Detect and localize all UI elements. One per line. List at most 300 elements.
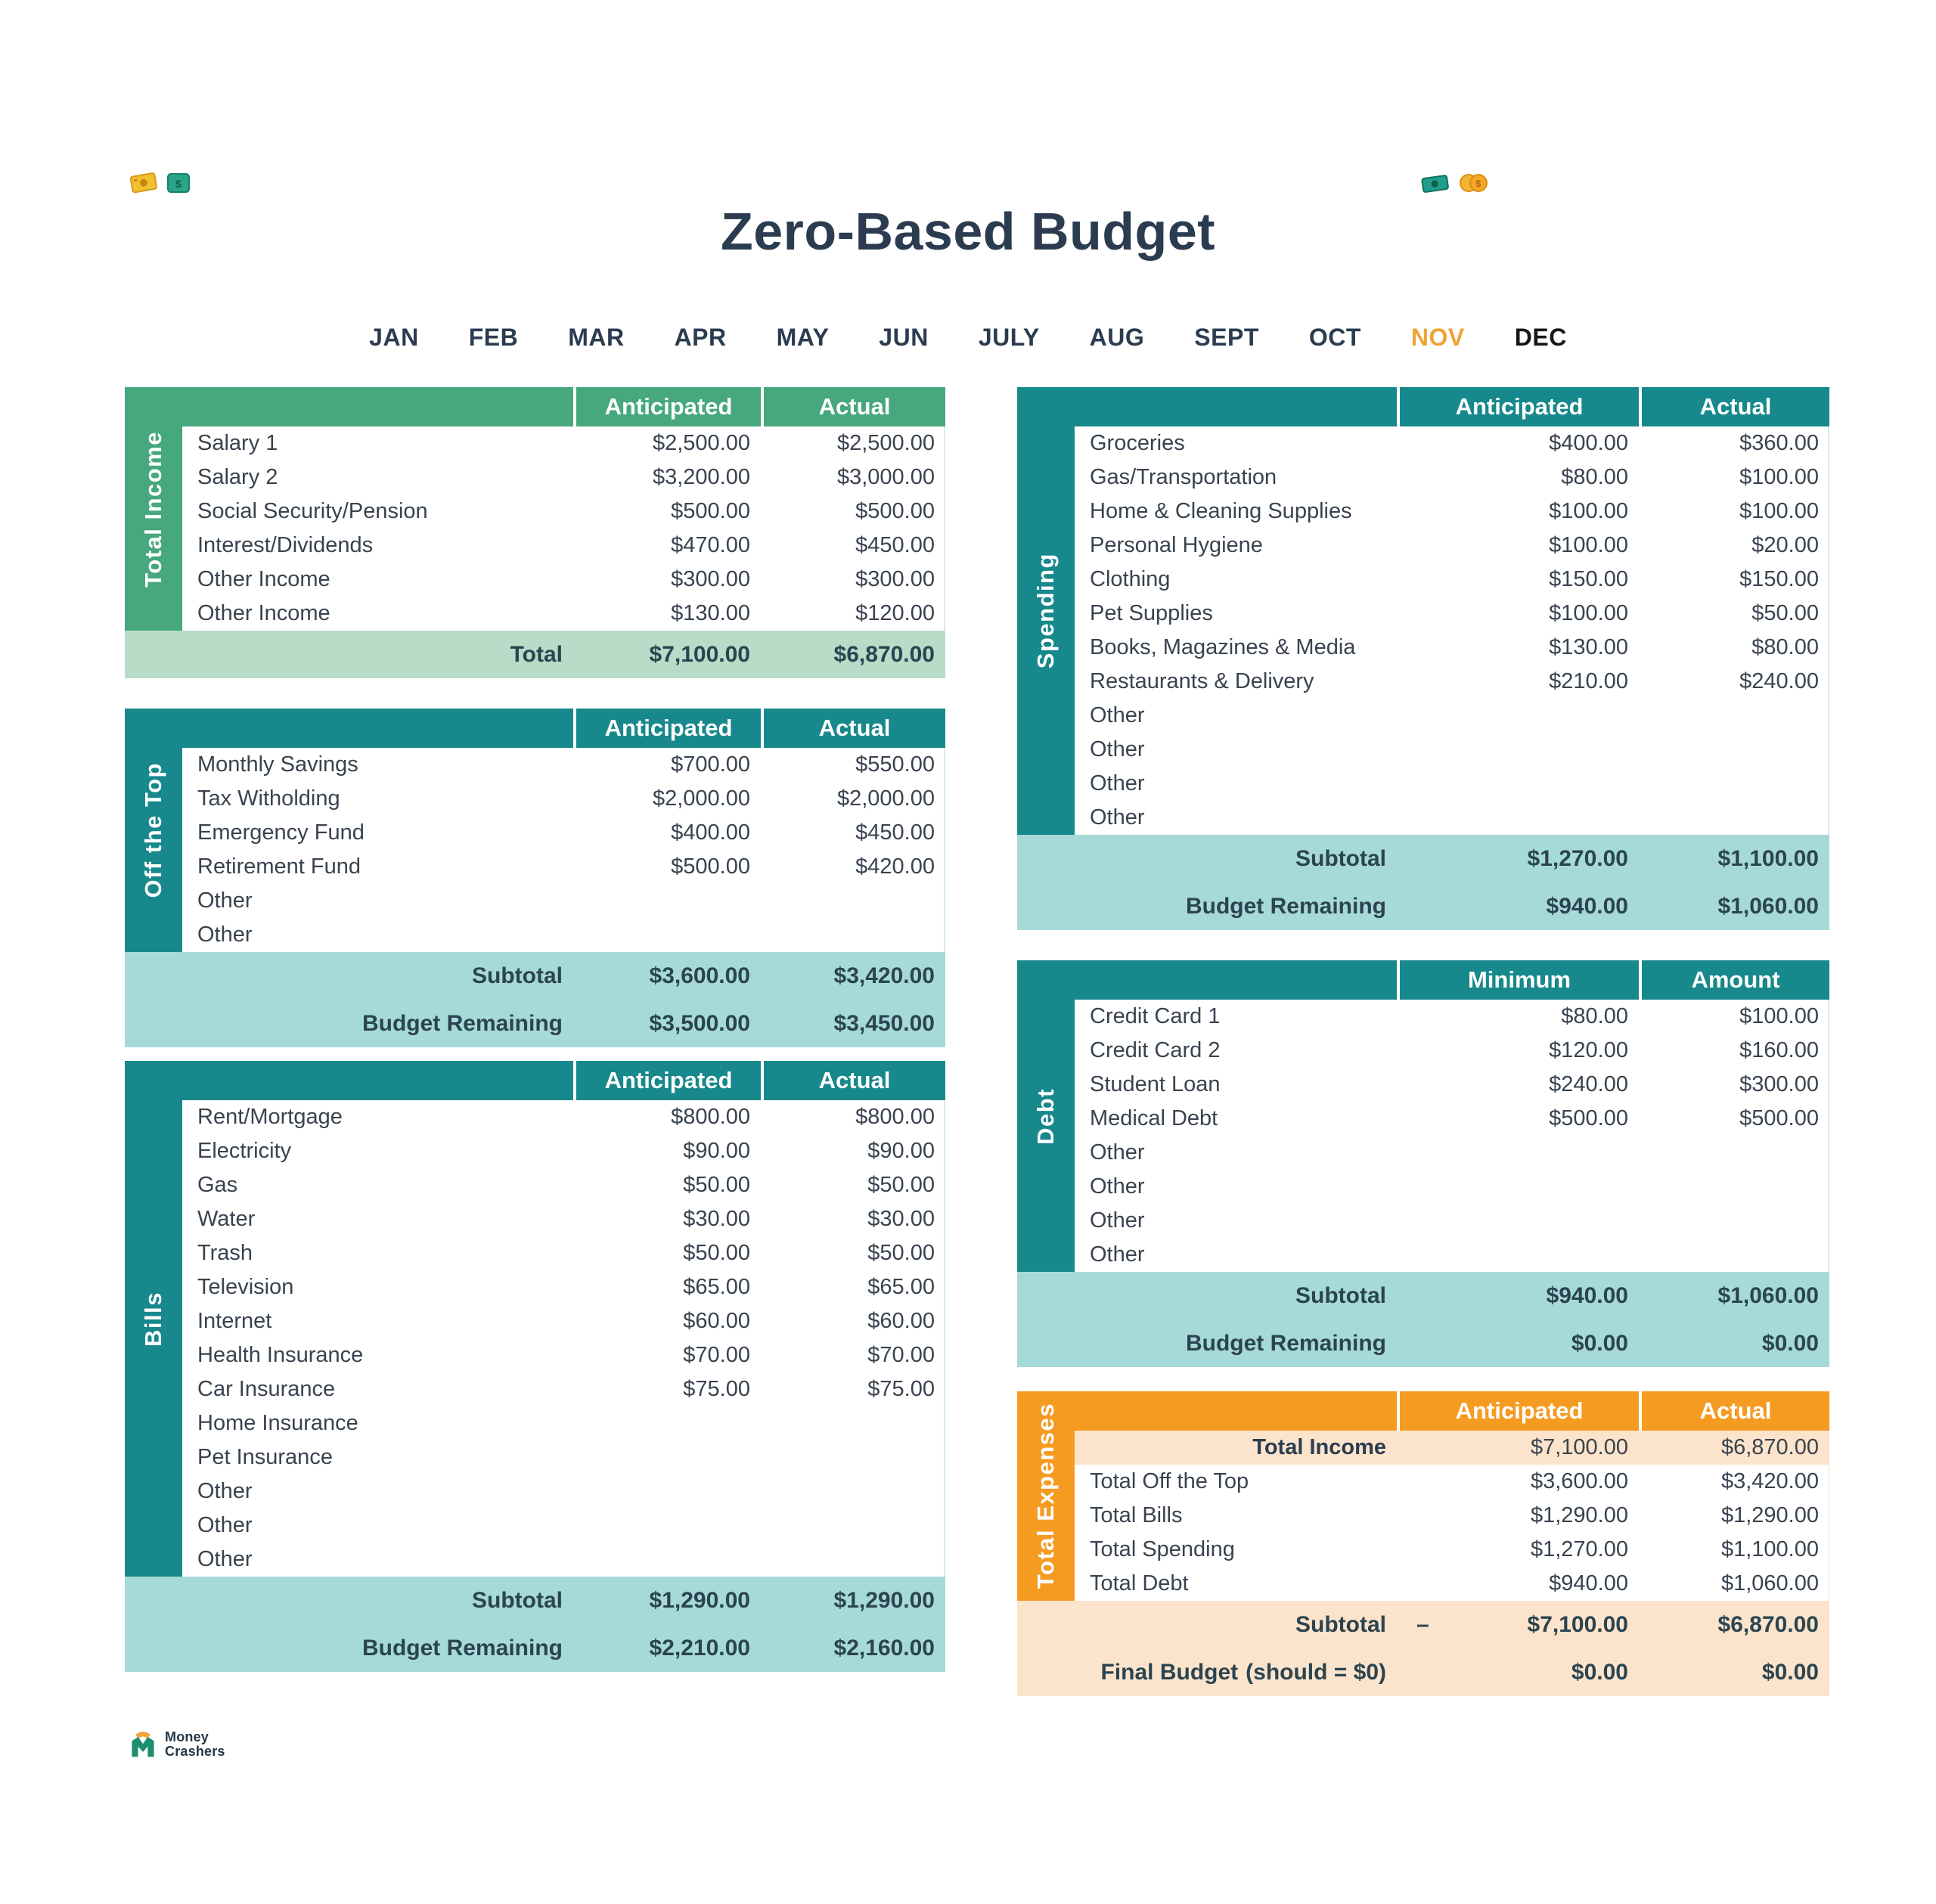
- row-label-cell[interactable]: Pet Supplies: [1090, 601, 1213, 625]
- table-header-row: [125, 387, 945, 426]
- col1-value-cell[interactable]: $2,000.00: [652, 786, 750, 811]
- table-row: [1017, 460, 1829, 495]
- col2-value-cell[interactable]: $1,100.00: [1720, 1537, 1819, 1561]
- col2-value-cell[interactable]: $2,000.00: [836, 786, 935, 811]
- col1-value-cell[interactable]: $50.00: [683, 1241, 750, 1265]
- row-label-cell[interactable]: Home & Cleaning Supplies: [1090, 499, 1352, 523]
- col1-value-cell[interactable]: $60.00: [683, 1309, 750, 1333]
- col2-value-cell[interactable]: [761, 1440, 945, 1475]
- row-label-cell[interactable]: Personal Hygiene: [1090, 533, 1263, 557]
- col1-value-cell[interactable]: $30.00: [683, 1207, 750, 1231]
- col1-value-cell[interactable]: $50.00: [683, 1173, 750, 1197]
- table-footer-row: [1017, 882, 1829, 930]
- col1-value-cell[interactable]: $300.00: [671, 567, 750, 591]
- footer-col1-value-cell[interactable]: [573, 1577, 761, 1624]
- col2-value-cell[interactable]: $500.00: [855, 499, 935, 523]
- footer-col1-value: $0.00: [1571, 1330, 1628, 1356]
- col2-value-cell[interactable]: $3,000.00: [836, 465, 935, 489]
- table-row: [125, 1202, 945, 1236]
- table-row: [1017, 1000, 1829, 1034]
- col2-value-cell[interactable]: [1639, 1238, 1829, 1272]
- row-label-cell[interactable]: Other: [1090, 805, 1145, 830]
- footer-col2-value-cell[interactable]: $1,060.00: [1717, 1282, 1819, 1308]
- col2-value-cell[interactable]: $500.00: [1739, 1106, 1819, 1130]
- col1-value-cell[interactable]: [1397, 733, 1639, 767]
- col2-value-cell[interactable]: $100.00: [1739, 465, 1819, 489]
- col2-value-cell[interactable]: $240.00: [1739, 669, 1819, 693]
- footer-col1-value-cell[interactable]: [1397, 1648, 1639, 1696]
- col2-value-cell[interactable]: [1639, 767, 1829, 801]
- table-row: [1017, 529, 1829, 563]
- footer-col1-value-cell[interactable]: [1397, 1319, 1639, 1367]
- row-label-cell[interactable]: Rent/Mortgage: [197, 1105, 343, 1129]
- table-footer-row: [125, 1000, 945, 1047]
- moneycrashers-m-icon: [127, 1729, 159, 1760]
- debt-table: [1017, 960, 1829, 1367]
- footer-col1-value: $0.00: [1571, 1659, 1628, 1685]
- col1-value-cell[interactable]: [573, 1406, 761, 1440]
- svg-text:$: $: [175, 178, 182, 190]
- table-row: [1017, 801, 1829, 835]
- col1-value-cell[interactable]: [1397, 1136, 1639, 1170]
- row-label-cell[interactable]: Internet: [197, 1309, 272, 1333]
- footer-label-cell: [1017, 882, 1397, 930]
- col2-value-cell[interactable]: $800.00: [855, 1105, 935, 1129]
- row-label-cell[interactable]: Other: [197, 923, 253, 947]
- col2-value-cell[interactable]: [1639, 801, 1829, 835]
- table-header-row: [125, 1061, 945, 1100]
- col2-value-cell[interactable]: $120.00: [855, 601, 935, 625]
- col2-value-cell[interactable]: $65.00: [867, 1275, 935, 1299]
- row-label-cell[interactable]: Gas/Transportation: [1090, 465, 1277, 489]
- footer-label-text: Subtotal: [472, 1587, 563, 1613]
- header-spacer: [125, 709, 573, 748]
- table-header-row: [1017, 1391, 1829, 1431]
- table-row: [1017, 631, 1829, 665]
- table-header-row: [1017, 960, 1829, 1000]
- decorative-money-icons-right: [1420, 171, 1490, 195]
- month-tab-dec[interactable]: DEC: [1514, 324, 1567, 351]
- column-header-anticipated: Anticipated: [1397, 387, 1639, 426]
- table-row: [125, 782, 945, 816]
- decorative-money-icons-left: [130, 171, 192, 195]
- footer-col1-value-cell[interactable]: [1397, 882, 1639, 930]
- row-label-cell[interactable]: Other: [1090, 771, 1145, 795]
- table-row: [125, 1134, 945, 1168]
- table-row: [125, 1372, 945, 1406]
- col1-value-cell[interactable]: $400.00: [1549, 431, 1628, 455]
- month-tab-jun[interactable]: JUN: [879, 324, 929, 351]
- footer-label-text: Subtotal: [472, 963, 563, 988]
- col1-value-cell[interactable]: [573, 1440, 761, 1475]
- table-row: [1017, 1170, 1829, 1204]
- row-label-cell[interactable]: Total Debt: [1090, 1571, 1189, 1595]
- footer-col2-value-cell[interactable]: $2,160.00: [833, 1635, 935, 1661]
- col1-value-cell[interactable]: $150.00: [1549, 567, 1628, 591]
- col1-value-cell[interactable]: $100.00: [1549, 601, 1628, 625]
- footer-label-cell: [1017, 1272, 1397, 1319]
- footer-col2-value-cell[interactable]: $1,060.00: [1717, 893, 1819, 919]
- col2-value-cell[interactable]: $450.00: [855, 533, 935, 557]
- col2-value-cell[interactable]: $550.00: [855, 752, 935, 777]
- row-label-cell[interactable]: Other: [197, 1513, 253, 1537]
- col2-value-cell[interactable]: [1639, 699, 1829, 733]
- footer-col2-value-cell[interactable]: $1,100.00: [1717, 845, 1819, 871]
- row-label-cell[interactable]: Total Off the Top: [1090, 1469, 1249, 1493]
- col1-value-cell[interactable]: $3,200.00: [652, 465, 750, 489]
- table-row: [1017, 1068, 1829, 1102]
- col1-value-cell[interactable]: $80.00: [1561, 465, 1628, 489]
- row-label-cell[interactable]: Other Income: [197, 567, 330, 591]
- col2-value-cell[interactable]: $360.00: [1739, 431, 1819, 455]
- section-side-label-text: Debt: [1032, 1087, 1059, 1145]
- row-label-cell[interactable]: Gas: [197, 1173, 238, 1197]
- table-row: [1017, 1567, 1829, 1601]
- table-footer-row: [1017, 1272, 1829, 1319]
- col1-value-cell[interactable]: $70.00: [683, 1343, 750, 1367]
- row-label-cell[interactable]: Interest/Dividends: [197, 533, 374, 557]
- column-header-anticipated: Anticipated: [573, 709, 761, 748]
- col1-value-cell[interactable]: $65.00: [683, 1275, 750, 1299]
- table-row: [1017, 1136, 1829, 1170]
- footer-label-text: Budget Remaining: [361, 1010, 563, 1036]
- table-footer-row: [125, 1624, 945, 1672]
- footer-col1-value: $3,600.00: [649, 963, 750, 988]
- col1-value-cell[interactable]: $800.00: [671, 1105, 750, 1129]
- col1-value-cell[interactable]: $130.00: [1549, 635, 1628, 659]
- row-label-cell[interactable]: Total Income: [1252, 1435, 1386, 1459]
- section-side-label: [1017, 1391, 1075, 1601]
- month-tab-oct[interactable]: OCT: [1308, 324, 1361, 351]
- row-label-cell[interactable]: Other: [1090, 737, 1145, 761]
- row-label-cell[interactable]: Other: [197, 1547, 253, 1571]
- row-label-cell[interactable]: Student Loan: [1090, 1072, 1221, 1096]
- footer-label-cell: [125, 1624, 573, 1672]
- col1-value-cell[interactable]: $470.00: [671, 533, 750, 557]
- month-tab-may[interactable]: MAY: [776, 324, 830, 351]
- col2-value-cell[interactable]: [761, 1509, 945, 1543]
- table-row: [1017, 597, 1829, 631]
- col1-value-cell[interactable]: $500.00: [671, 499, 750, 523]
- col2-value-cell[interactable]: $100.00: [1739, 499, 1819, 523]
- footer-label-text: Subtotal: [1295, 1282, 1386, 1308]
- table-row: [125, 597, 945, 631]
- table-row: [1017, 1431, 1829, 1465]
- coins-orange-icon: [1458, 171, 1490, 195]
- footer-col1-value-cell[interactable]: [573, 952, 761, 1000]
- month-tab-apr[interactable]: APR: [674, 324, 727, 351]
- row-label-cell[interactable]: Monthly Savings: [197, 752, 358, 777]
- row-label-cell[interactable]: Books, Magazines & Media: [1090, 635, 1356, 659]
- table-row: [1017, 563, 1829, 597]
- table-footer-row: [1017, 1601, 1829, 1648]
- month-tab-july[interactable]: JULY: [978, 324, 1040, 351]
- row-label-cell[interactable]: Electricity: [197, 1139, 292, 1163]
- row-label-cell[interactable]: Trash: [197, 1241, 253, 1265]
- col1-value-cell[interactable]: [573, 1475, 761, 1509]
- table-row: [125, 1338, 945, 1372]
- banknote-yellow-icon: [129, 169, 161, 197]
- col1-value-cell[interactable]: $7,100.00: [1530, 1435, 1628, 1459]
- col1-value-cell[interactable]: [1397, 699, 1639, 733]
- footer-col2-value-cell[interactable]: $1,290.00: [833, 1587, 935, 1613]
- table-row: [125, 426, 945, 460]
- row-label-cell[interactable]: Other: [197, 888, 253, 913]
- col1-value-cell[interactable]: $75.00: [683, 1377, 750, 1401]
- footer-col1-value: $2,210.00: [649, 1635, 750, 1661]
- row-label-cell[interactable]: Tax Witholding: [197, 786, 340, 811]
- col2-value-cell[interactable]: $50.00: [867, 1241, 935, 1265]
- right-column: [1017, 387, 1829, 1720]
- col2-value-cell[interactable]: $20.00: [1751, 533, 1819, 557]
- column-header-anticipated: Anticipated: [1397, 1391, 1639, 1431]
- col2-value-cell[interactable]: $150.00: [1739, 567, 1819, 591]
- table-row: [125, 1168, 945, 1202]
- row-label-cell[interactable]: Medical Debt: [1090, 1106, 1218, 1130]
- footer-label-text: Subtotal: [1295, 845, 1386, 871]
- col1-value-cell[interactable]: $120.00: [1549, 1038, 1628, 1062]
- table-footer-row: [1017, 1648, 1829, 1696]
- col2-value-cell[interactable]: [761, 884, 945, 918]
- footer-label-text: Budget Remaining: [1185, 893, 1386, 919]
- row-label-cell[interactable]: Emergency Fund: [197, 820, 365, 845]
- footer-col1-value-cell[interactable]: [1397, 835, 1639, 882]
- footer-col2-value-cell[interactable]: $6,870.00: [1717, 1611, 1819, 1637]
- footer-col1-value: $940.00: [1546, 893, 1628, 919]
- col2-value-cell[interactable]: [1639, 1136, 1829, 1170]
- row-label-cell[interactable]: Salary 1: [197, 431, 278, 455]
- col1-value-cell[interactable]: $1,290.00: [1530, 1503, 1628, 1527]
- table-row: [125, 460, 945, 495]
- table-footer-row: [125, 631, 945, 678]
- footer-label-cell: [125, 952, 573, 1000]
- col2-value-cell[interactable]: $50.00: [1751, 601, 1819, 625]
- table-row: [1017, 1465, 1829, 1499]
- table-row: [125, 1475, 945, 1509]
- row-label-cell[interactable]: Credit Card 1: [1090, 1004, 1221, 1028]
- col2-value-cell[interactable]: $75.00: [867, 1377, 935, 1401]
- col2-value-cell[interactable]: [1639, 733, 1829, 767]
- column-header-actual: Actual: [761, 709, 945, 748]
- month-tab-jan[interactable]: JAN: [369, 324, 419, 351]
- col2-value-cell[interactable]: $1,060.00: [1720, 1571, 1819, 1595]
- col2-value-cell[interactable]: $80.00: [1751, 635, 1819, 659]
- section-side-label-text: Spending: [1032, 553, 1059, 669]
- row-label-cell[interactable]: Other: [1090, 1174, 1145, 1199]
- row-label-cell[interactable]: Other: [197, 1479, 253, 1503]
- row-label-cell[interactable]: Retirement Fund: [197, 854, 361, 879]
- footer-col1-value: $7,100.00: [1527, 1611, 1628, 1637]
- footer-label-text: Budget Remaining: [361, 1635, 563, 1661]
- footer-col2-value-cell[interactable]: $6,870.00: [833, 641, 935, 667]
- col1-value-cell[interactable]: $100.00: [1549, 499, 1628, 523]
- section-side-label-text: Off the Top: [140, 762, 166, 898]
- footer-col2-value-cell[interactable]: $0.00: [1761, 1330, 1819, 1356]
- col2-value-cell[interactable]: $160.00: [1739, 1038, 1819, 1062]
- col2-value-cell[interactable]: $2,500.00: [836, 431, 935, 455]
- col1-value-cell[interactable]: [573, 1509, 761, 1543]
- col1-value-cell[interactable]: $940.00: [1549, 1571, 1628, 1595]
- col2-value-cell[interactable]: $60.00: [867, 1309, 935, 1333]
- table-row: [1017, 495, 1829, 529]
- row-label-cell[interactable]: Salary 2: [197, 465, 278, 489]
- row-label-cell[interactable]: Home Insurance: [197, 1411, 358, 1435]
- table-row: [125, 816, 945, 850]
- column-header-actual: Actual: [761, 387, 945, 426]
- moneycrashers-wordmark: [165, 1730, 225, 1759]
- col1-value-cell[interactable]: $130.00: [671, 601, 750, 625]
- footer-label-cell: [1017, 835, 1397, 882]
- footer-col2-value-cell[interactable]: $3,450.00: [833, 1010, 935, 1036]
- table-row: [125, 850, 945, 884]
- col2-value-cell[interactable]: $1,290.00: [1720, 1503, 1819, 1527]
- month-tab-sept[interactable]: SEPT: [1194, 324, 1259, 351]
- table-row: [125, 1440, 945, 1475]
- col1-value-cell[interactable]: $2,500.00: [652, 431, 750, 455]
- footer-col2-value-cell[interactable]: $3,420.00: [833, 963, 935, 988]
- left-column: [125, 387, 945, 1702]
- footer-col1-value-cell[interactable]: [1397, 1272, 1639, 1319]
- footer-col2-value-cell[interactable]: $0.00: [1761, 1659, 1819, 1685]
- footer-label-text: Total: [510, 641, 563, 667]
- section-side-label: [125, 1061, 182, 1577]
- banknote-teal-icon: [1419, 169, 1452, 197]
- col2-value-cell[interactable]: [761, 1543, 945, 1577]
- footer-label-cell: [1017, 1601, 1397, 1648]
- moneycrashers-logo: [127, 1729, 225, 1760]
- col1-value-cell[interactable]: $3,600.00: [1530, 1469, 1628, 1493]
- col1-value-cell[interactable]: $210.00: [1549, 669, 1628, 693]
- col2-value-cell[interactable]: $300.00: [1739, 1072, 1819, 1096]
- footer-label-text: Subtotal: [1295, 1611, 1386, 1637]
- row-label-cell[interactable]: Television: [197, 1275, 294, 1299]
- footer-col1-value-cell[interactable]: [1397, 1601, 1639, 1648]
- col2-value-cell[interactable]: $420.00: [855, 854, 935, 879]
- footer-label-cell: [125, 1577, 573, 1624]
- row-label-cell[interactable]: Health Insurance: [197, 1343, 364, 1367]
- bills-table: [125, 1061, 945, 1672]
- table-footer-row: [1017, 1319, 1829, 1367]
- row-label-cell[interactable]: Car Insurance: [197, 1377, 336, 1401]
- month-tab-feb[interactable]: FEB: [468, 324, 519, 351]
- col1-value-cell[interactable]: $240.00: [1549, 1072, 1628, 1096]
- row-label-cell[interactable]: Social Security/Pension: [197, 499, 428, 523]
- footer-label-note: (should = $0): [1246, 1659, 1386, 1685]
- table-row: [125, 1270, 945, 1304]
- col1-value-cell[interactable]: $500.00: [671, 854, 750, 879]
- col2-value-cell[interactable]: $30.00: [867, 1207, 935, 1231]
- col1-value-cell[interactable]: [573, 1543, 761, 1577]
- row-label-cell[interactable]: Pet Insurance: [197, 1445, 333, 1469]
- col1-value-cell[interactable]: [1397, 767, 1639, 801]
- col2-value-cell[interactable]: [1639, 1204, 1829, 1238]
- col2-value-cell[interactable]: $300.00: [855, 567, 935, 591]
- col1-value-cell[interactable]: [1397, 1238, 1639, 1272]
- month-tab-mar[interactable]: MAR: [568, 324, 625, 351]
- footer-col1-value-cell[interactable]: [573, 631, 761, 678]
- row-label-cell[interactable]: Clothing: [1090, 567, 1171, 591]
- col1-value-cell[interactable]: [1397, 1204, 1639, 1238]
- column-header-amount: Amount: [1639, 960, 1829, 1000]
- col2-value-cell[interactable]: $450.00: [855, 820, 935, 845]
- col1-value-cell[interactable]: $400.00: [671, 820, 750, 845]
- section-side-label: [1017, 960, 1075, 1272]
- col2-value-cell[interactable]: [1639, 1170, 1829, 1204]
- row-label-cell[interactable]: Groceries: [1090, 431, 1185, 455]
- col1-value-cell[interactable]: [573, 884, 761, 918]
- col2-value-cell[interactable]: $6,870.00: [1720, 1435, 1819, 1459]
- page-title: Zero-Based Budget: [720, 202, 1216, 261]
- total-income-table: [125, 387, 945, 678]
- col2-value-cell[interactable]: $50.00: [867, 1173, 935, 1197]
- col2-value-cell[interactable]: $90.00: [867, 1139, 935, 1163]
- col1-value-cell[interactable]: $100.00: [1549, 533, 1628, 557]
- svg-text:$: $: [1475, 178, 1481, 189]
- col2-value-cell[interactable]: $100.00: [1739, 1004, 1819, 1028]
- footer-col1-value-cell[interactable]: [573, 1000, 761, 1047]
- col2-value-cell[interactable]: [761, 1475, 945, 1509]
- col1-value-cell[interactable]: [573, 918, 761, 952]
- table-row: [125, 1100, 945, 1134]
- table-row: [125, 884, 945, 918]
- col2-value-cell[interactable]: $70.00: [867, 1343, 935, 1367]
- col1-value-cell[interactable]: $80.00: [1561, 1004, 1628, 1028]
- row-label-cell[interactable]: Total Bills: [1090, 1503, 1183, 1527]
- header-spacer: [125, 1061, 573, 1100]
- row-label-cell[interactable]: Other: [1090, 703, 1145, 727]
- row-label-cell[interactable]: Other: [1090, 1242, 1145, 1267]
- row-label-cell[interactable]: Other: [1090, 1140, 1145, 1164]
- table-row: [1017, 767, 1829, 801]
- footer-label-cell: [1017, 1319, 1397, 1367]
- footer-col1-value-cell[interactable]: [573, 1624, 761, 1672]
- row-label-cell[interactable]: Total Spending: [1090, 1537, 1235, 1561]
- col2-value-cell[interactable]: [761, 1406, 945, 1440]
- month-tab-aug[interactable]: AUG: [1089, 324, 1145, 351]
- table-row: [1017, 1102, 1829, 1136]
- col1-value-cell[interactable]: [1397, 1170, 1639, 1204]
- col1-value-cell[interactable]: $500.00: [1549, 1106, 1628, 1130]
- minus-sign: –: [1416, 1611, 1429, 1637]
- table-footer-row: [125, 1577, 945, 1624]
- row-label-cell[interactable]: Other: [1090, 1208, 1145, 1233]
- table-footer-row: [1017, 835, 1829, 882]
- row-label-cell[interactable]: Credit Card 2: [1090, 1038, 1221, 1062]
- table-row: [1017, 1238, 1829, 1272]
- table-row: [125, 1304, 945, 1338]
- month-tab-nov[interactable]: NOV: [1410, 324, 1465, 351]
- table-row: [1017, 733, 1829, 767]
- col1-value-cell[interactable]: $90.00: [683, 1139, 750, 1163]
- row-label-cell[interactable]: Restaurants & Delivery: [1090, 669, 1314, 693]
- footer-col1-value: $1,290.00: [649, 1587, 750, 1613]
- col2-value-cell[interactable]: $3,420.00: [1720, 1469, 1819, 1493]
- column-header-minimum: Minimum: [1397, 960, 1639, 1000]
- table-row: [125, 529, 945, 563]
- section-side-label: [1017, 387, 1075, 835]
- row-label-cell[interactable]: Other Income: [197, 601, 330, 625]
- col1-value-cell[interactable]: $1,270.00: [1530, 1537, 1628, 1561]
- footer-label-text: Final Budget: [1100, 1659, 1239, 1685]
- row-label-cell[interactable]: Water: [197, 1207, 256, 1231]
- table-row: [1017, 1499, 1829, 1533]
- logo-line2: Crashers: [165, 1744, 225, 1759]
- column-header-actual: Actual: [1639, 1391, 1829, 1431]
- col1-value-cell[interactable]: [1397, 801, 1639, 835]
- table-row: [125, 748, 945, 782]
- col2-value-cell[interactable]: [761, 918, 945, 952]
- col1-value-cell[interactable]: $700.00: [671, 752, 750, 777]
